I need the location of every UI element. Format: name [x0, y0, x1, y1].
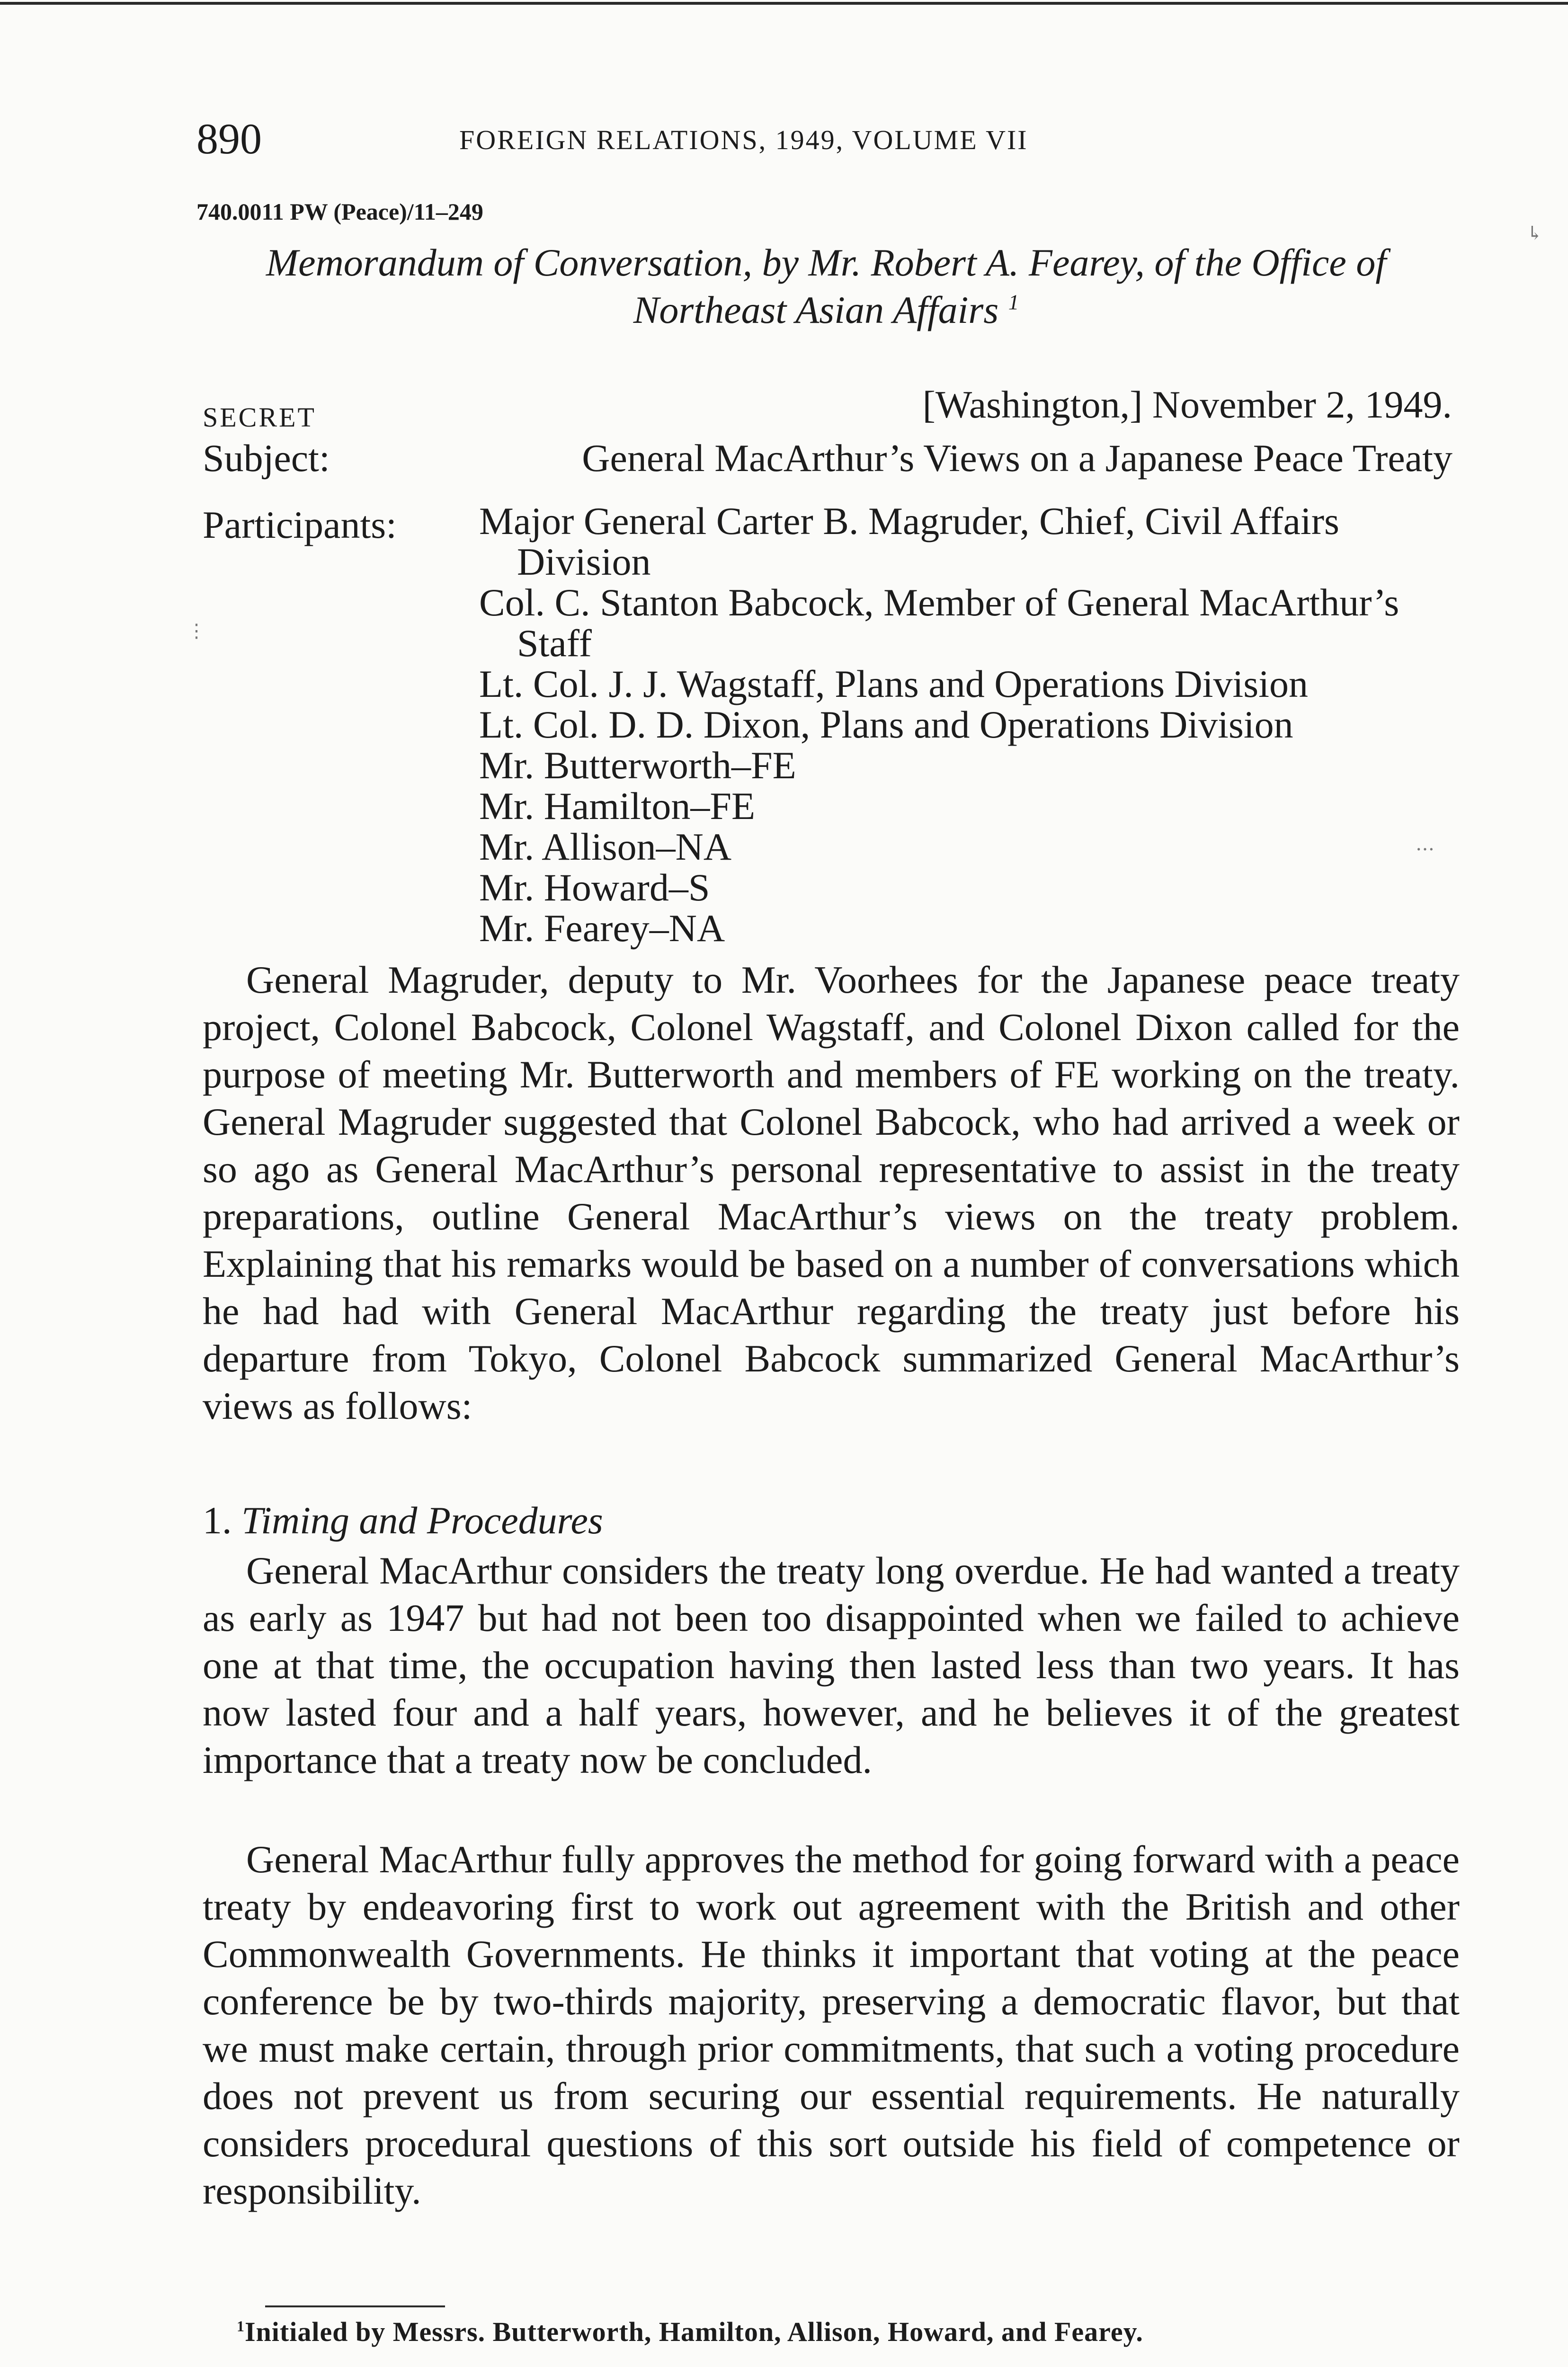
participants-list [479, 501, 1454, 949]
participants-label: Participants: [203, 503, 397, 546]
participant-item: Mr. Fearey–NA [479, 907, 725, 950]
section-heading [203, 1498, 603, 1543]
footnote-marker: 1 [237, 2318, 245, 2335]
footnote [237, 2316, 1468, 2348]
participant-item: Mr. Howard–S [479, 866, 710, 909]
dateline: [Washington,] November 2, 1949. [922, 383, 1452, 426]
footnote-rule [265, 2305, 445, 2307]
participant-item: Lt. Col. J. J. Wagstaff, Plans and Operations Division [479, 662, 1308, 705]
participant-item: Mr. Allison–NA [479, 825, 732, 868]
section-title: Timing and Procedures [241, 1499, 603, 1542]
body-paragraph: General MacArthur considers the treaty long overdue. He had wanted a treaty as early as 1947 but had not been too disappointed when we failed to achieve one at that time, the occupation having then lasted less than two years. It has now lasted four and a half years, however, and he believes it of the greatest importance that a treaty now be concluded. [203, 1549, 1460, 1781]
page-number: 890 [196, 115, 262, 163]
document-title [196, 239, 1456, 334]
participant-item: Mr. Hamilton–FE [479, 784, 756, 828]
participant-item: Lt. Col. D. D. Dixon, Plans and Operations Division [479, 703, 1293, 746]
intro-paragraph: General Magruder, deputy to Mr. Voorhees for the Japanese peace treaty project, Colonel Babcock, Colonel Wagstaff, and Colonel Dixon called for the purpose of meeting Mr. Butterworth and members of FE working on the treaty. General Magruder suggested that Colonel Babcock, who had arrived a week or so ago as General MacArthur’s personal representative to assist in the treaty preparations, outline General MacArthur’s views on the treaty problem. Explaining that his remarks would be based on a number of conversations which he had had with General MacArthur regarding the treaty just before his departure from Tokyo, Colonel Babcock summarized General MacArthur’s views as follows: [203, 958, 1460, 1427]
subject-line [203, 435, 1452, 482]
classification-label: SECRET [203, 402, 316, 433]
subject-text: General MacArthur’s Views on a Japanese Peace Treaty [582, 436, 1452, 480]
section-number: 1. [203, 1499, 232, 1542]
document-title-text: Memorandum of Conversation, by Mr. Robert A. Fearey, of the Office of Northeast Asian Affairs [266, 241, 1387, 331]
running-head: FOREIGN RELATIONS, 1949, VOLUME VII [459, 125, 1028, 155]
participant-item: Col. C. Stanton Babcock, Member of General MacArthur’s Staff [479, 581, 1399, 665]
footnote-ref: 1 [1008, 290, 1019, 314]
participant-item: Mr. Butterworth–FE [479, 744, 796, 787]
scan-mark: ⋮ [187, 620, 206, 642]
subject-label: Subject: [203, 436, 330, 480]
scan-mark: … [1416, 833, 1434, 855]
page-top-edge [0, 2, 1568, 5]
scan-mark: ↳ [1527, 222, 1543, 244]
page-header [196, 114, 1454, 170]
footnote-text: Initialed by Messrs. Butterworth, Hamilton, Allison, Howard, and Fearey. [244, 2316, 1143, 2347]
file-reference: 740.0011 PW (Peace)/11–249 [196, 198, 483, 225]
body-paragraph: General MacArthur fully approves the method for going forward with a peace treaty by endeavoring first to work out agreement with the British and other Commonwealth Governments. He thinks it important that voting at the peace conference be by two-thirds majority, preserving a democratic flavor, but that we must make certain, through prior commitments, that such a voting procedure does not prevent us from securing our essential requirements. He naturally considers procedural questions of this sort outside his field of competence or responsibility. [203, 1838, 1460, 2212]
participant-item: Major General Carter B. Magruder, Chief, Civil Affairs Division [479, 499, 1339, 583]
